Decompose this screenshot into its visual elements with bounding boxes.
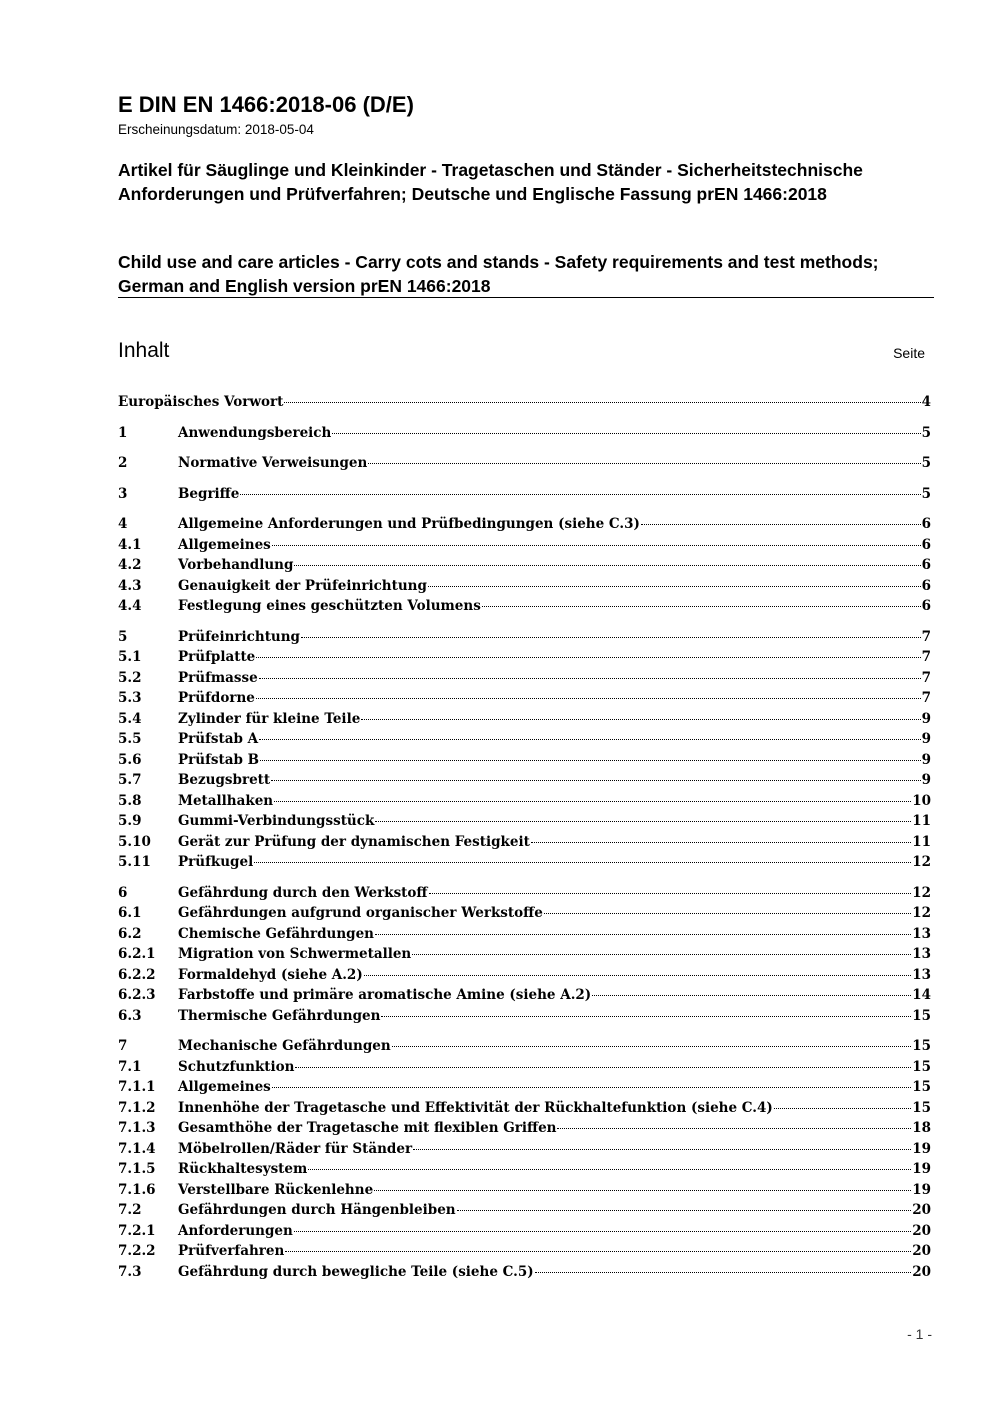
- toc-entry[interactable]: [118, 1008, 931, 1029]
- toc-entry-number: 5.7: [118, 772, 142, 788]
- toc-entry-title: Prüfeinrichtung: [178, 628, 301, 645]
- toc-dot-leader: [240, 494, 920, 495]
- toc-entry[interactable]: [118, 557, 931, 578]
- toc-entry[interactable]: [118, 486, 931, 507]
- toc-entry[interactable]: [118, 670, 931, 691]
- toc-entry-number: 4.2: [118, 557, 142, 573]
- toc-entry-title: Prüfdorne: [178, 690, 255, 706]
- toc-entry-title: Gummi-Verbindungsstück: [178, 813, 375, 829]
- toc-entry[interactable]: [118, 455, 931, 476]
- toc-entry-title: Gefährdung durch den Werkstoff: [178, 884, 428, 901]
- toc-entry-title: Anforderungen: [178, 1222, 293, 1239]
- toc-entry-page: 6: [921, 577, 931, 594]
- toc-dot-leader: [284, 402, 920, 403]
- table-of-contents: [118, 394, 931, 1284]
- toc-entry-page: 19: [912, 1140, 931, 1157]
- toc-dot-leader: [308, 1169, 911, 1170]
- title-german: Artikel für Säuglinge und Kleinkinder - Tragetaschen und Ständer - Sicherheitstechnische Anforderungen und Prüfverfahren; Deutsche und Englische Fassung prEN 1466:2018: [118, 160, 863, 204]
- toc-entry[interactable]: [118, 649, 931, 670]
- toc-entry[interactable]: [118, 1182, 931, 1203]
- toc-entry-page: 14: [912, 987, 931, 1003]
- toc-entry-title: Prüfplatte: [178, 649, 256, 665]
- toc-entry-title: Thermische Gefährdungen: [178, 1007, 381, 1024]
- toc-entry-title: Anwendungsbereich: [178, 424, 332, 441]
- toc-dot-leader: [531, 842, 911, 843]
- toc-entry-title: Vorbehandlung: [178, 557, 294, 573]
- toc-entry[interactable]: [118, 946, 931, 967]
- toc-dot-leader: [295, 1067, 911, 1068]
- toc-dot-leader: [557, 1128, 911, 1129]
- toc-entry-title: Gerät zur Prüfung der dynamischen Festigkeit: [178, 833, 530, 850]
- toc-entry-page: 19: [912, 1181, 931, 1198]
- toc-entry[interactable]: [118, 711, 931, 732]
- toc-entry-title: Rückhaltesystem: [178, 1161, 308, 1177]
- toc-entry[interactable]: [118, 967, 931, 988]
- toc-entry-page: 15: [912, 1007, 931, 1024]
- toc-entry-title: Allgemeines: [178, 1079, 271, 1095]
- toc-entry-number: 1: [118, 424, 128, 441]
- toc-entry-number: 3: [118, 485, 128, 502]
- toc-dot-leader: [368, 463, 920, 464]
- toc-entry-number: 6.3: [118, 1007, 142, 1024]
- toc-entry-title: Prüfstab A: [178, 731, 259, 747]
- toc-dot-leader: [482, 606, 921, 607]
- toc-dot-leader: [256, 657, 920, 658]
- toc-dot-leader: [641, 524, 921, 525]
- toc-entry-number: 4.1: [118, 536, 142, 553]
- toc-dot-leader: [301, 637, 921, 638]
- toc-entry-page: 5: [921, 455, 931, 471]
- toc-dot-leader: [294, 565, 920, 566]
- toc-entry-page: 5: [921, 485, 931, 502]
- toc-entry-title: Zylinder für kleine Teile: [178, 710, 361, 727]
- toc-entry-page: 12: [912, 854, 931, 870]
- toc-entry-title: Allgemeine Anforderungen und Prüfbedingungen (siehe C.3): [178, 516, 640, 532]
- toc-entry-page: 6: [921, 598, 931, 614]
- toc-entry-page: 18: [912, 1120, 931, 1136]
- toc-entry-number: 5: [118, 628, 128, 645]
- toc-entry-page: 19: [912, 1161, 931, 1177]
- toc-entry[interactable]: [118, 885, 931, 906]
- toc-dot-leader: [256, 698, 921, 699]
- toc-dot-leader: [254, 862, 911, 863]
- toc-entry-number: 6: [118, 884, 128, 901]
- toc-dot-leader: [260, 760, 921, 761]
- toc-entry-title: Schutzfunktion: [178, 1058, 295, 1075]
- toc-entry[interactable]: [118, 813, 931, 834]
- toc-entry[interactable]: [118, 578, 931, 599]
- toc-entry-number: 7: [118, 1038, 128, 1054]
- toc-entry-title: Prüfkugel: [178, 854, 254, 870]
- toc-entry-page: 15: [912, 1038, 931, 1054]
- toc-entry[interactable]: [118, 987, 931, 1008]
- toc-entry[interactable]: [118, 629, 931, 650]
- toc-dot-leader: [361, 719, 920, 720]
- toc-entry-title: Innenhöhe der Tragetasche und Effektivität der Rückhaltefunktion (siehe C.4): [178, 1099, 773, 1116]
- toc-entry-page: 12: [912, 905, 931, 921]
- toc-entry[interactable]: [118, 1243, 931, 1264]
- toc-entry-title: Gefährdungen durch Hängenbleiben: [178, 1202, 456, 1218]
- toc-dot-leader: [375, 934, 911, 935]
- toc-dot-leader: [412, 954, 911, 955]
- toc-entry[interactable]: [118, 772, 931, 793]
- toc-entry[interactable]: [118, 1079, 931, 1100]
- toc-entry[interactable]: [118, 1100, 931, 1121]
- toc-entry-title: Gefährdung durch bewegliche Teile (siehe C.5): [178, 1263, 534, 1280]
- toc-entry-title: Prüfstab B: [178, 751, 260, 768]
- toc-entry-page: 20: [912, 1222, 931, 1239]
- toc-entry-number: 5.3: [118, 690, 142, 706]
- toc-dot-leader: [535, 1272, 912, 1273]
- toc-dot-leader: [272, 545, 921, 546]
- toc-entry-title: Normative Verweisungen: [178, 455, 368, 471]
- toc-entry-title: Farbstoffe und primäre aromatische Amine (siehe A.2): [178, 987, 592, 1003]
- toc-entry[interactable]: [118, 1038, 931, 1059]
- toc-dot-leader: [285, 1251, 911, 1252]
- toc-entry-title: Gesamthöhe der Tragetasche mit flexiblen Griffen: [178, 1120, 557, 1136]
- toc-entry-number: 5.8: [118, 792, 142, 809]
- toc-dot-leader: [259, 678, 921, 679]
- toc-entry-page: 7: [921, 690, 931, 706]
- toc-entry-title: Bezugsbrett: [178, 772, 271, 788]
- toc-entry-number: 7.1.1: [118, 1079, 156, 1095]
- toc-entry[interactable]: [118, 690, 931, 711]
- toc-entry-page: 13: [912, 925, 931, 942]
- toc-entry[interactable]: [118, 854, 931, 875]
- toc-entry-number: 5.9: [118, 813, 142, 829]
- toc-entry-number: 7.1.6: [118, 1181, 156, 1198]
- toc-dot-leader: [429, 893, 912, 894]
- toc-entry-number: 5.1: [118, 649, 142, 665]
- toc-entry-page: 15: [912, 1079, 931, 1095]
- toc-entry-number: 7.1.5: [118, 1161, 156, 1177]
- toc-entry-title: Begriffe: [178, 485, 240, 502]
- toc-entry-page: 20: [912, 1243, 931, 1259]
- toc-entry-title: Mechanische Gefährdungen: [178, 1038, 391, 1054]
- toc-entry[interactable]: [118, 1059, 931, 1080]
- toc-entry-number: 7.1.3: [118, 1120, 156, 1136]
- toc-entry-title: Gefährdungen aufgrund organischer Werkstoffe: [178, 905, 543, 921]
- toc-entry-page: 6: [921, 516, 931, 532]
- toc-entry-page: 9: [921, 731, 931, 747]
- toc-dot-leader: [274, 801, 911, 802]
- toc-dot-leader: [259, 739, 921, 740]
- toc-entry-number: 6.2: [118, 925, 142, 942]
- toc-entry-page: 7: [921, 649, 931, 665]
- toc-entry-title: Genauigkeit der Prüfeinrichtung: [178, 577, 427, 594]
- toc-entry-number: 5.4: [118, 710, 142, 727]
- toc-dot-leader: [774, 1108, 911, 1109]
- toc-dot-leader: [364, 975, 911, 976]
- toc-entry-page: 10: [912, 792, 931, 809]
- toc-entry-page: 5: [921, 424, 931, 441]
- toc-entry-number: 7.1: [118, 1058, 142, 1075]
- toc-entry-page: 11: [912, 833, 931, 850]
- title-divider: [118, 297, 934, 298]
- toc-entry[interactable]: [118, 1264, 931, 1285]
- toc-dot-leader: [428, 586, 921, 587]
- toc-dot-leader: [413, 1149, 911, 1150]
- toc-dot-leader: [332, 433, 920, 434]
- toc-entry[interactable]: [118, 1141, 931, 1162]
- toc-entry-page: 6: [921, 557, 931, 573]
- toc-entry-number: 6.1: [118, 905, 142, 921]
- toc-entry-page: 7: [921, 669, 931, 686]
- toc-entry-number: 5.10: [118, 833, 151, 850]
- toc-dot-leader: [381, 1016, 911, 1017]
- toc-dot-leader: [392, 1046, 912, 1047]
- toc-entry-number: 4: [118, 516, 128, 532]
- toc-entry[interactable]: [118, 537, 931, 558]
- toc-entry[interactable]: [118, 905, 931, 926]
- toc-entry-title: Metallhaken: [178, 792, 274, 809]
- toc-entry-title: Allgemeines: [178, 536, 271, 553]
- toc-entry-title: Verstellbare Rückenlehne: [178, 1181, 374, 1198]
- toc-dot-leader: [271, 780, 920, 781]
- toc-entry-page: 11: [912, 813, 931, 829]
- toc-entry-number: 4.3: [118, 577, 142, 594]
- toc-entry[interactable]: [118, 425, 931, 446]
- toc-entry-page: 9: [921, 751, 931, 768]
- toc-entry-page: 6: [921, 536, 931, 553]
- toc-entry[interactable]: [118, 752, 931, 773]
- toc-entry-page: 9: [921, 772, 931, 788]
- toc-entry-number: 5.5: [118, 731, 142, 747]
- toc-entry-page: 9: [921, 710, 931, 727]
- toc-dot-leader: [294, 1231, 911, 1232]
- toc-entry[interactable]: [118, 1202, 931, 1223]
- toc-entry-number: 7.2.2: [118, 1243, 156, 1259]
- toc-entry[interactable]: [118, 793, 931, 814]
- toc-entry[interactable]: [118, 1120, 931, 1141]
- toc-dot-leader: [457, 1210, 912, 1211]
- toc-entry-title: Prüfmasse: [178, 669, 258, 686]
- document-id: E DIN EN 1466:2018-06 (D/E): [118, 92, 414, 117]
- publication-date: Erscheinungsdatum: 2018-05-04: [118, 122, 314, 137]
- toc-entry-page: 15: [912, 1058, 931, 1075]
- toc-entry-title: Festlegung eines geschützten Volumens: [178, 598, 481, 614]
- toc-entry-number: 7.1.2: [118, 1099, 156, 1116]
- toc-entry-number: 5.11: [118, 854, 151, 870]
- toc-entry-title: Prüfverfahren: [178, 1243, 285, 1259]
- toc-entry-title: Chemische Gefährdungen: [178, 925, 375, 942]
- toc-entry-number: 4.4: [118, 598, 142, 614]
- toc-entry[interactable]: [118, 731, 931, 752]
- toc-heading: Inhalt: [118, 339, 170, 362]
- toc-page-label: Seite: [893, 345, 925, 361]
- toc-entry-page: 20: [912, 1263, 931, 1280]
- page-number: - 1 -: [907, 1326, 932, 1342]
- toc-dot-leader: [544, 913, 911, 914]
- toc-entry-number: 5.2: [118, 669, 142, 686]
- toc-entry-title: Formaldehyd (siehe A.2): [178, 966, 363, 983]
- toc-dot-leader: [374, 1190, 911, 1191]
- toc-dot-leader: [375, 821, 911, 822]
- toc-entry-page: 12: [912, 884, 931, 901]
- toc-entry[interactable]: [118, 834, 931, 855]
- toc-entry[interactable]: [118, 598, 931, 619]
- toc-entry-page: 7: [921, 628, 931, 645]
- toc-entry-page: 13: [912, 946, 931, 962]
- toc-entry-number: 6.2.1: [118, 946, 156, 962]
- toc-entry-number: 6.2.3: [118, 987, 156, 1003]
- title-english: Child use and care articles - Carry cots and stands - Safety requirements and test methods; German and English version prEN 1466:2018: [118, 252, 879, 296]
- toc-entry-number: 6.2.2: [118, 966, 156, 983]
- toc-entry-page: 20: [912, 1202, 931, 1218]
- toc-entry[interactable]: [118, 516, 931, 537]
- toc-entry[interactable]: [118, 1161, 931, 1182]
- toc-entry-title: Möbelrollen/Räder für Ständer: [178, 1140, 413, 1157]
- toc-dot-leader: [272, 1087, 911, 1088]
- toc-entry-title: Migration von Schwermetallen: [178, 946, 412, 962]
- toc-entry-number: 7.2.1: [118, 1222, 156, 1239]
- toc-entry-number: 5.6: [118, 751, 142, 768]
- toc-entry-page: 13: [912, 966, 931, 983]
- toc-entry[interactable]: [118, 926, 931, 947]
- toc-entry-title: Europäisches Vorwort: [118, 394, 284, 410]
- toc-dot-leader: [592, 995, 911, 996]
- toc-entry-page: 4: [921, 394, 931, 410]
- toc-entry-number: 7.2: [118, 1202, 142, 1218]
- toc-entry[interactable]: [118, 1223, 931, 1244]
- toc-entry-number: 7.3: [118, 1263, 142, 1280]
- toc-entry-page: 15: [912, 1099, 931, 1116]
- toc-entry[interactable]: [118, 394, 931, 415]
- toc-entry-number: 7.1.4: [118, 1140, 156, 1157]
- toc-entry-number: 2: [118, 455, 128, 471]
